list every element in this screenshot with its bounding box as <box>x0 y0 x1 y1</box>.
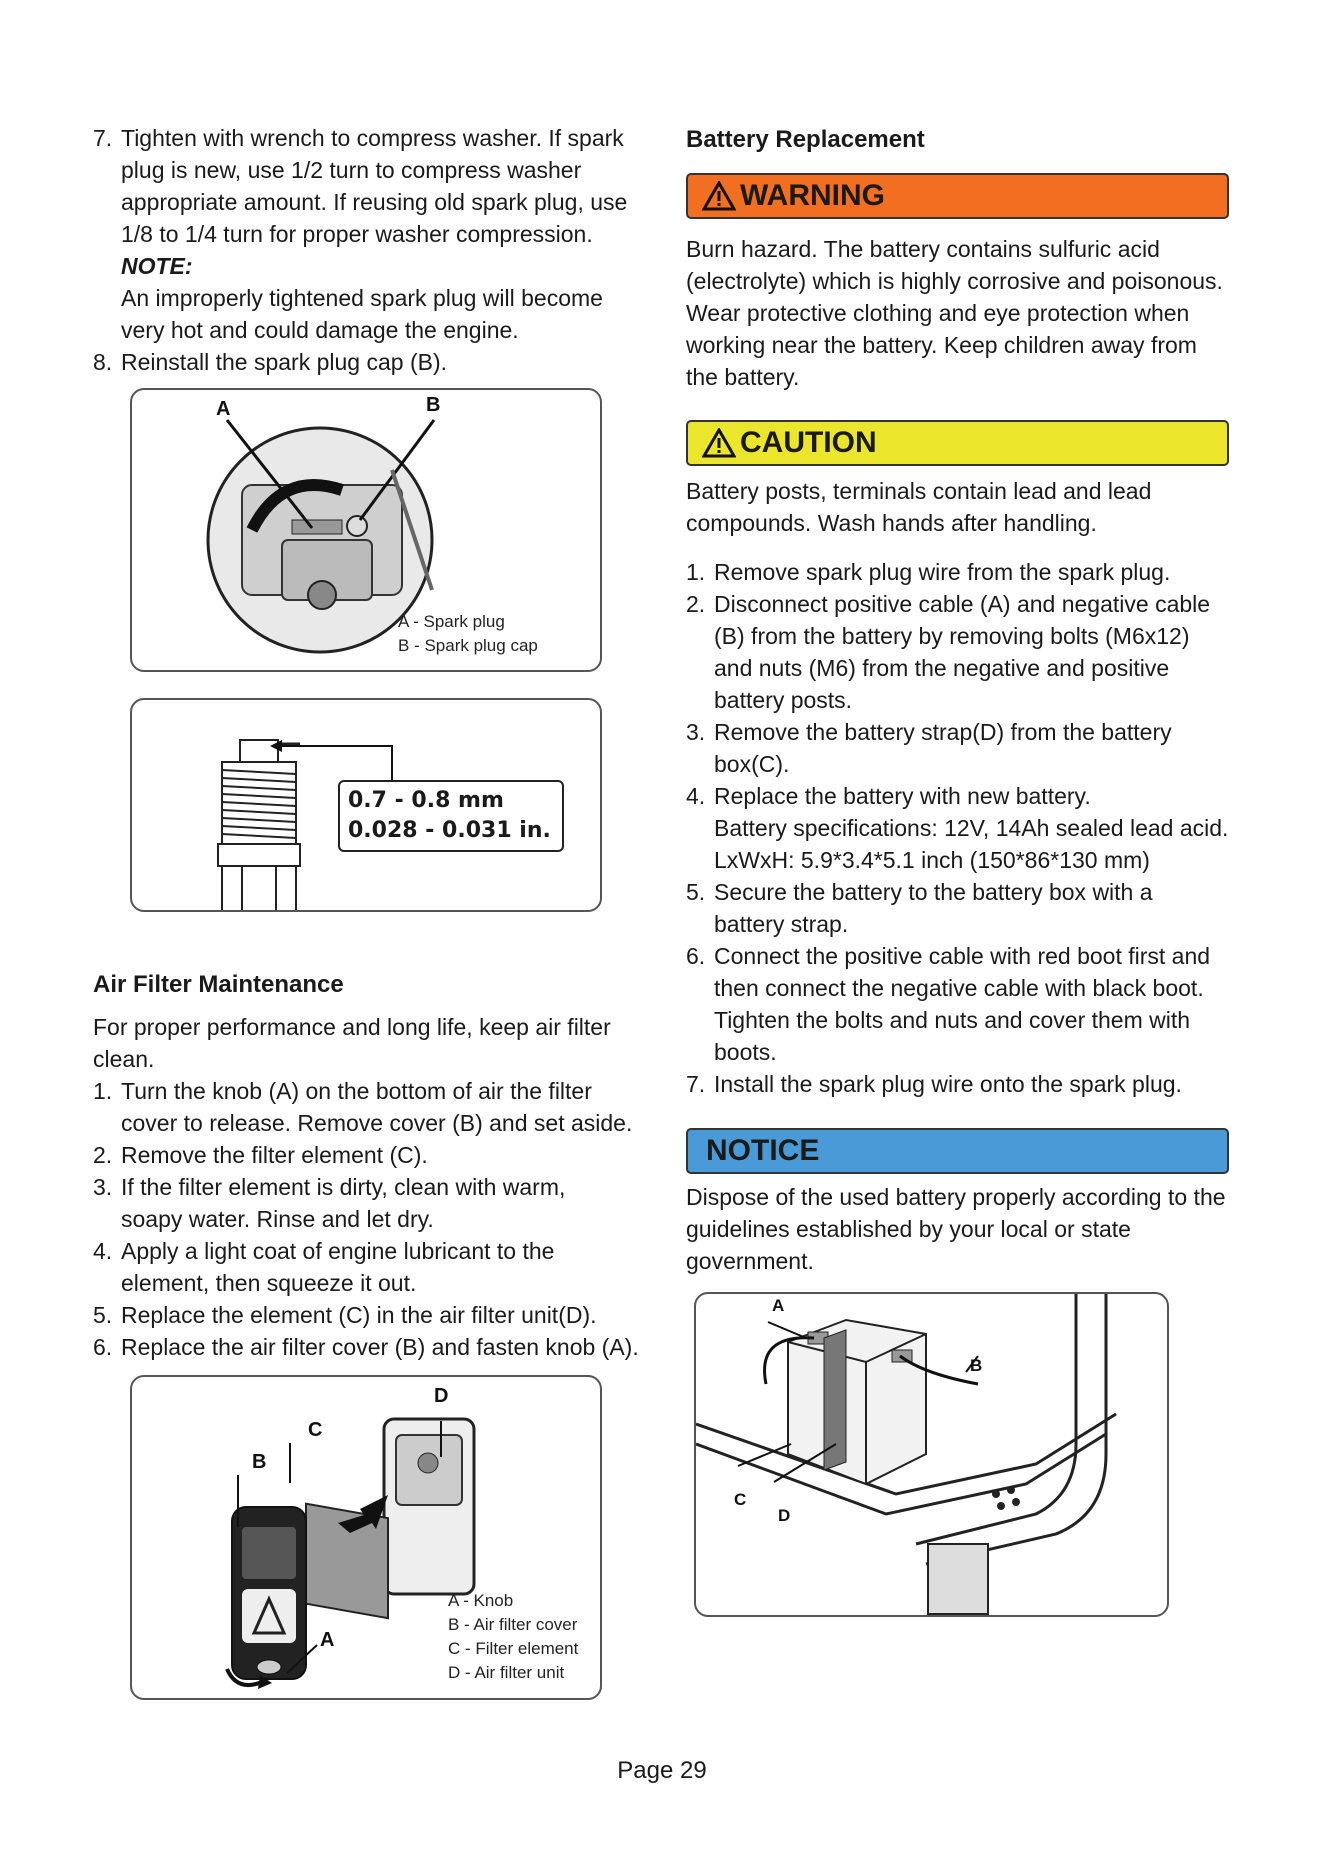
air-filter-figure <box>130 1375 602 1700</box>
label-d: D <box>434 1385 449 1407</box>
battery-step-3: 3. Remove the battery strap(D) from the battery box(C). <box>686 719 1172 777</box>
caption-b: B - Spark plug cap <box>398 636 538 655</box>
label-a: A <box>772 1296 785 1315</box>
air-filter-steps <box>93 1075 643 1363</box>
caution-icon <box>702 428 736 458</box>
caption-cover: B - Air filter cover <box>448 1615 578 1634</box>
notice-label: NOTICE <box>706 1134 820 1167</box>
label-c: C <box>734 1490 747 1509</box>
caution-label: CAUTION <box>740 426 877 459</box>
notice-banner <box>686 1128 1229 1174</box>
spark-plug-figure <box>130 388 602 672</box>
air-step-3: 3. If the filter element is dirty, clean with warm, soapy water. Rinse and let dry. <box>93 1174 566 1232</box>
battery-heading: Battery Replacement <box>686 126 925 153</box>
battery-step-4: 4. Replace the battery with new battery. Battery specifications: 12V, 14Ah sealed lead acid. LxWxH: 5.9*3.4*5.1 inch (150*86*130 mm) <box>686 783 1229 873</box>
label-d: D <box>778 1506 791 1525</box>
spark-plug-gap-figure <box>130 698 602 912</box>
air-step-1: 1. Turn the knob (A) on the bottom of air the filter cover to release. Remove cover (B) and set aside. <box>93 1078 633 1136</box>
air-step-2: 2. Remove the filter element (C). <box>93 1142 428 1168</box>
caption-a: A - Spark plug <box>398 612 505 631</box>
warning-label: WARNING <box>740 179 885 212</box>
battery-step-1: 1. Remove spark plug wire from the spark plug. <box>686 559 1171 585</box>
page-number: Page 29 <box>617 1757 707 1784</box>
caution-banner <box>686 420 1229 466</box>
air-step-5: 5. Replace the element (C) in the air filter unit(D). <box>93 1302 597 1328</box>
caution-text: Battery posts, terminals contain lead and lead compounds. Wash hands after handling. <box>686 478 1152 536</box>
gap-mm: 0.7 - 0.8 mm <box>348 788 504 813</box>
air-filter-section: Air Filter Maintenance For proper performance and long life, keep air filter clean. 1. Turn the knob (A) on the bottom of air the filter cover to release. Remove cover (B) and set aside. 2. Remove the filter element (C). 3. If the filter element is dirty, clean with warm, soapy water. Rinse and let dry. 4. Apply a light coat of engine lubricant to the element, then squeeze it out. 5. Replace the element (C) in the air filter unit(D). 6. Replace the air filter cover (B) and fasten knob (A). <box>93 969 643 1363</box>
warning-icon <box>702 181 736 211</box>
spark-plug-steps <box>93 122 643 378</box>
battery-step-2: 2. Disconnect positive cable (A) and negative cable (B) from the battery by removing bolts (M6x12) and nuts (M6) from the negative and positive battery posts. <box>686 591 1211 713</box>
step-8: 8. Reinstall the spark plug cap (B). <box>93 349 447 375</box>
warning-banner <box>686 173 1229 219</box>
air-step-4: 4. Apply a light coat of engine lubricant to the element, then squeeze it out. <box>93 1238 555 1296</box>
caption-element: C - Filter element <box>448 1639 579 1658</box>
note-label: NOTE: <box>121 253 193 279</box>
caption-knob: A - Knob <box>448 1591 514 1610</box>
step-7: 7. Tighten with wrench to compress washer. If spark plug is new, use 1/2 turn to compress washer appropriate amount. If reusing old spark plug, use 1/8 to 1/4 turn for proper washer compression. NOTE: An improperly tightened spark plug will become very hot and could damage the engine. <box>93 122 643 346</box>
warning-text: Burn hazard. The battery contains sulfuric acid (electrolyte) which is highly corrosive and poisonous. Wear protective clothing and eye protection when working near the battery. Keep children away from the battery. <box>686 236 1223 390</box>
notice-text: Dispose of the used battery properly according to the guidelines established by your local or state government. <box>686 1184 1226 1274</box>
air-filter-heading: Air Filter Maintenance <box>93 971 344 998</box>
battery-step-6: 6. Connect the positive cable with red boot first and then connect the negative cable with black boot. Tighten the bolts and nuts and cover them with boots. <box>686 943 1211 1065</box>
engine-illustration <box>132 390 602 672</box>
battery-step-5: 5. Secure the battery to the battery box with a battery strap. <box>686 879 1153 937</box>
label-b: B <box>252 1451 267 1473</box>
battery-step-7: 7. Install the spark plug wire onto the spark plug. <box>686 1071 1182 1097</box>
battery-figure <box>694 1292 1169 1617</box>
label-c: C <box>308 1419 323 1441</box>
gap-spec-box <box>338 780 564 852</box>
label-a: A <box>320 1629 335 1651</box>
air-step-6: 6. Replace the air filter cover (B) and fasten knob (A). <box>93 1334 639 1360</box>
label-a: A <box>216 398 231 420</box>
caption-unit: D - Air filter unit <box>448 1663 565 1682</box>
label-b: B <box>426 394 441 416</box>
battery-illustration <box>696 1294 1169 1617</box>
battery-heading-block <box>686 124 1236 156</box>
battery-steps <box>686 556 1256 1100</box>
label-b: B <box>970 1356 983 1375</box>
gap-in: 0.028 - 0.031 in. <box>348 818 551 843</box>
